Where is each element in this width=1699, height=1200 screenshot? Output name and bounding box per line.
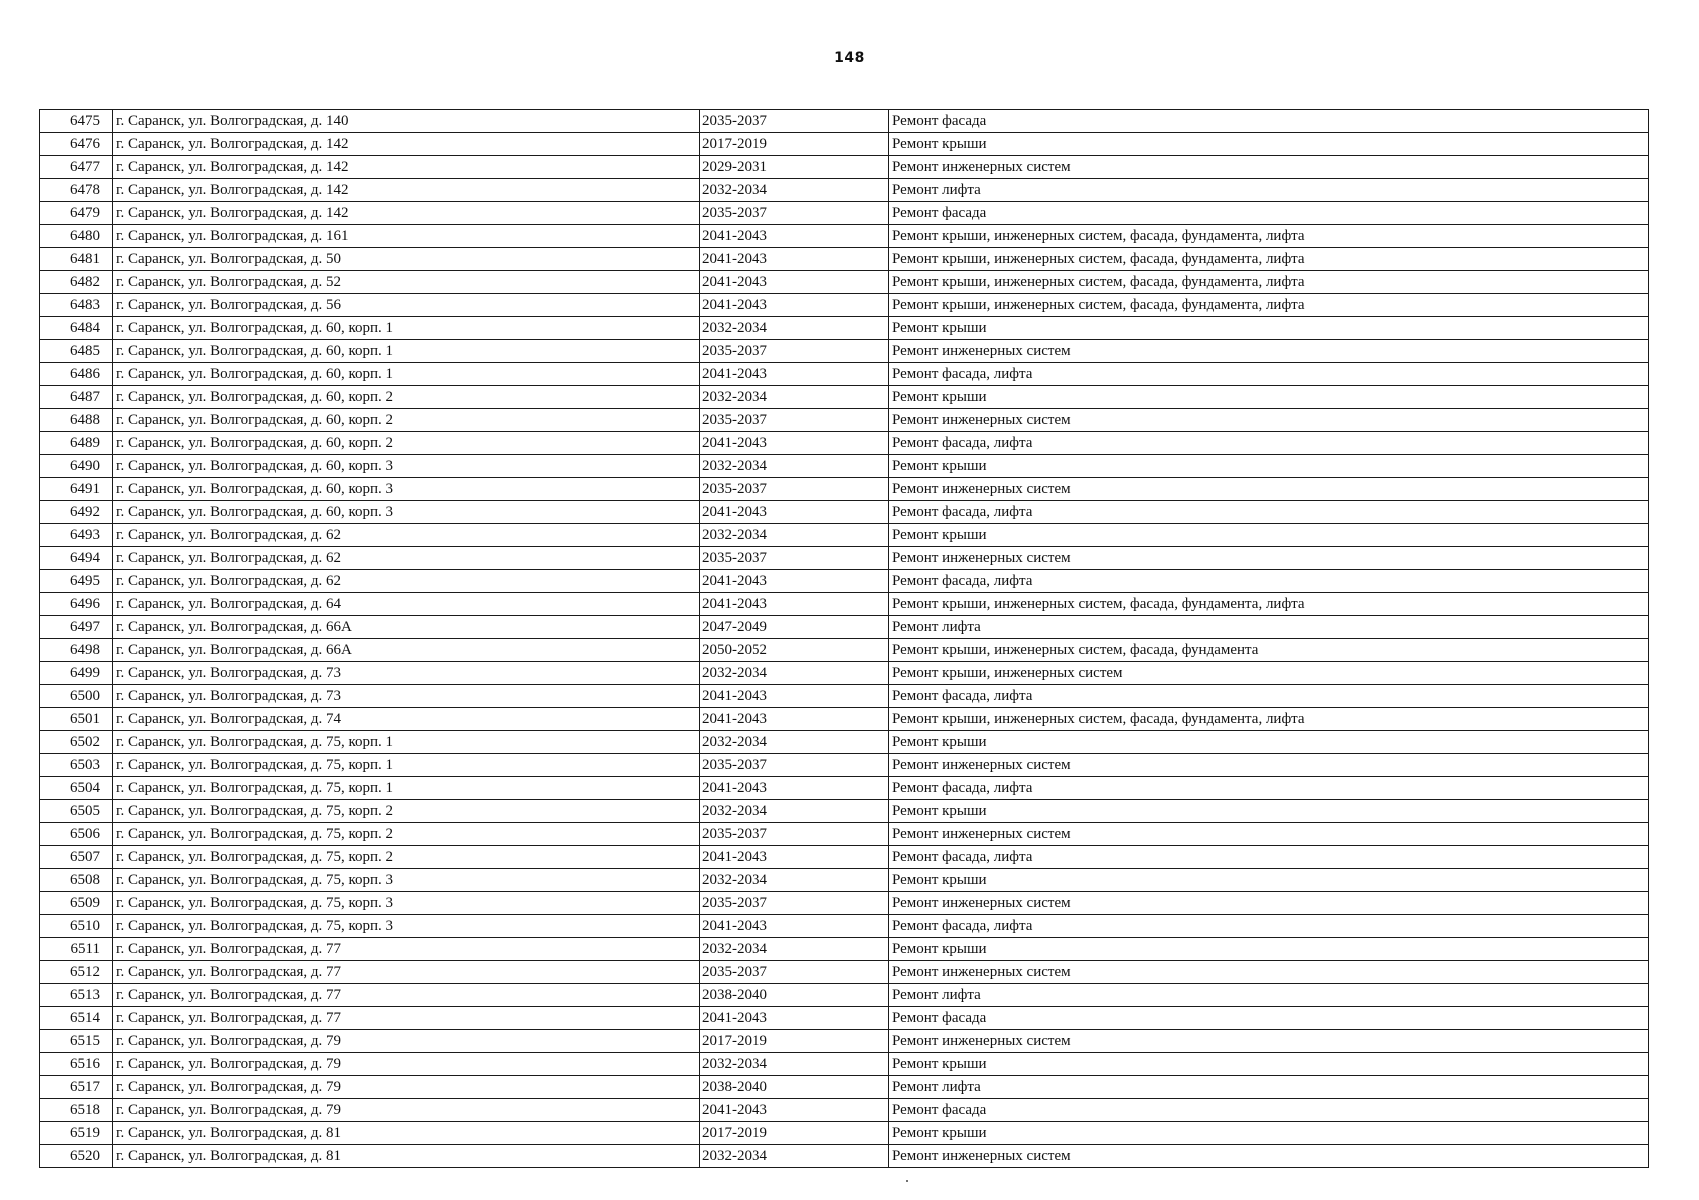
period-cell: 2035-2037	[700, 478, 889, 501]
work-type-cell: Ремонт крыши	[889, 455, 1649, 478]
period-cell: 2032-2034	[700, 662, 889, 685]
address-cell: г. Саранск, ул. Волгоградская, д. 75, корп. 3	[113, 869, 700, 892]
row-number-cell: 6495	[40, 570, 113, 593]
row-number-cell: 6519	[40, 1122, 113, 1145]
table-row	[40, 409, 1649, 432]
row-number-cell: 6477	[40, 156, 113, 179]
table-row	[40, 1076, 1649, 1099]
period-cell: 2032-2034	[700, 731, 889, 754]
address-cell: г. Саранск, ул. Волгоградская, д. 62	[113, 547, 700, 570]
work-type-cell: Ремонт крыши, инженерных систем, фасада, фундамента, лифта	[889, 708, 1649, 731]
period-cell: 2041-2043	[700, 225, 889, 248]
address-cell: г. Саранск, ул. Волгоградская, д. 81	[113, 1145, 700, 1168]
work-type-cell: Ремонт крыши, инженерных систем, фасада, фундамента, лифта	[889, 225, 1649, 248]
table-row	[40, 570, 1649, 593]
work-type-cell: Ремонт крыши	[889, 938, 1649, 961]
table-row	[40, 984, 1649, 1007]
table-row	[40, 478, 1649, 501]
period-cell: 2035-2037	[700, 754, 889, 777]
period-cell: 2041-2043	[700, 915, 889, 938]
address-cell: г. Саранск, ул. Волгоградская, д. 77	[113, 938, 700, 961]
address-cell: г. Саранск, ул. Волгоградская, д. 74	[113, 708, 700, 731]
period-cell: 2032-2034	[700, 317, 889, 340]
table-row	[40, 202, 1649, 225]
row-number-cell: 6510	[40, 915, 113, 938]
period-cell: 2041-2043	[700, 432, 889, 455]
row-number-cell: 6481	[40, 248, 113, 271]
work-type-cell: Ремонт фасада, лифта	[889, 363, 1649, 386]
address-cell: г. Саранск, ул. Волгоградская, д. 140	[113, 110, 700, 133]
period-cell: 2032-2034	[700, 179, 889, 202]
address-cell: г. Саранск, ул. Волгоградская, д. 60, корп. 1	[113, 340, 700, 363]
table-row	[40, 662, 1649, 685]
table-row	[40, 846, 1649, 869]
address-cell: г. Саранск, ул. Волгоградская, д. 161	[113, 225, 700, 248]
row-number-cell: 6505	[40, 800, 113, 823]
work-type-cell: Ремонт крыши	[889, 800, 1649, 823]
address-cell: г. Саранск, ул. Волгоградская, д. 62	[113, 570, 700, 593]
address-cell: г. Саранск, ул. Волгоградская, д. 50	[113, 248, 700, 271]
row-number-cell: 6504	[40, 777, 113, 800]
address-cell: г. Саранск, ул. Волгоградская, д. 75, корп. 1	[113, 731, 700, 754]
address-cell: г. Саранск, ул. Волгоградская, д. 60, корп. 1	[113, 363, 700, 386]
address-cell: г. Саранск, ул. Волгоградская, д. 60, корп. 3	[113, 455, 700, 478]
table-row	[40, 938, 1649, 961]
work-type-cell: Ремонт фасада, лифта	[889, 432, 1649, 455]
work-type-cell: Ремонт фасада	[889, 1007, 1649, 1030]
table-row	[40, 1145, 1649, 1168]
row-number-cell: 6520	[40, 1145, 113, 1168]
address-cell: г. Саранск, ул. Волгоградская, д. 60, корп. 2	[113, 409, 700, 432]
table-row	[40, 432, 1649, 455]
row-number-cell: 6494	[40, 547, 113, 570]
address-cell: г. Саранск, ул. Волгоградская, д. 60, корп. 2	[113, 432, 700, 455]
period-cell: 2017-2019	[700, 1030, 889, 1053]
row-number-cell: 6500	[40, 685, 113, 708]
work-type-cell: Ремонт инженерных систем	[889, 340, 1649, 363]
table-row	[40, 1053, 1649, 1076]
work-type-cell: Ремонт лифта	[889, 984, 1649, 1007]
row-number-cell: 6511	[40, 938, 113, 961]
table-row	[40, 133, 1649, 156]
table-row	[40, 386, 1649, 409]
row-number-cell: 6475	[40, 110, 113, 133]
address-cell: г. Саранск, ул. Волгоградская, д. 66А	[113, 639, 700, 662]
row-number-cell: 6517	[40, 1076, 113, 1099]
work-type-cell: Ремонт лифта	[889, 616, 1649, 639]
address-cell: г. Саранск, ул. Волгоградская, д. 62	[113, 524, 700, 547]
row-number-cell: 6482	[40, 271, 113, 294]
period-cell: 2041-2043	[700, 685, 889, 708]
period-cell: 2035-2037	[700, 340, 889, 363]
work-type-cell: Ремонт крыши, инженерных систем, фасада, фундамента, лифта	[889, 248, 1649, 271]
work-type-cell: Ремонт фасада, лифта	[889, 570, 1649, 593]
address-cell: г. Саранск, ул. Волгоградская, д. 142	[113, 179, 700, 202]
address-cell: г. Саранск, ул. Волгоградская, д. 52	[113, 271, 700, 294]
work-type-cell: Ремонт инженерных систем	[889, 961, 1649, 984]
period-cell: 2032-2034	[700, 1053, 889, 1076]
address-cell: г. Саранск, ул. Волгоградская, д. 81	[113, 1122, 700, 1145]
row-number-cell: 6515	[40, 1030, 113, 1053]
period-cell: 2041-2043	[700, 570, 889, 593]
address-cell: г. Саранск, ул. Волгоградская, д. 73	[113, 685, 700, 708]
table-row	[40, 110, 1649, 133]
table-row	[40, 754, 1649, 777]
table-row	[40, 708, 1649, 731]
table-row	[40, 455, 1649, 478]
table-row	[40, 892, 1649, 915]
work-type-cell: Ремонт инженерных систем	[889, 754, 1649, 777]
period-cell: 2038-2040	[700, 984, 889, 1007]
period-cell: 2032-2034	[700, 800, 889, 823]
work-type-cell: Ремонт инженерных систем	[889, 1145, 1649, 1168]
table-row	[40, 156, 1649, 179]
table-row	[40, 363, 1649, 386]
address-cell: г. Саранск, ул. Волгоградская, д. 75, корп. 2	[113, 800, 700, 823]
period-cell: 2041-2043	[700, 708, 889, 731]
period-cell: 2041-2043	[700, 777, 889, 800]
address-cell: г. Саранск, ул. Волгоградская, д. 75, корп. 1	[113, 777, 700, 800]
scan-speck	[906, 1180, 908, 1182]
address-cell: г. Саранск, ул. Волгоградская, д. 142	[113, 202, 700, 225]
work-type-cell: Ремонт фасада, лифта	[889, 915, 1649, 938]
row-number-cell: 6488	[40, 409, 113, 432]
work-type-cell: Ремонт инженерных систем	[889, 823, 1649, 846]
work-type-cell: Ремонт крыши	[889, 869, 1649, 892]
address-cell: г. Саранск, ул. Волгоградская, д. 79	[113, 1030, 700, 1053]
work-type-cell: Ремонт фасада	[889, 110, 1649, 133]
period-cell: 2035-2037	[700, 547, 889, 570]
table-row	[40, 294, 1649, 317]
work-type-cell: Ремонт крыши	[889, 1053, 1649, 1076]
address-cell: г. Саранск, ул. Волгоградская, д. 64	[113, 593, 700, 616]
row-number-cell: 6483	[40, 294, 113, 317]
period-cell: 2041-2043	[700, 1099, 889, 1122]
row-number-cell: 6506	[40, 823, 113, 846]
table-row	[40, 179, 1649, 202]
period-cell: 2035-2037	[700, 892, 889, 915]
work-type-cell: Ремонт крыши	[889, 731, 1649, 754]
work-type-cell: Ремонт крыши, инженерных систем, фасада, фундамента, лифта	[889, 271, 1649, 294]
period-cell: 2041-2043	[700, 501, 889, 524]
table-row	[40, 639, 1649, 662]
work-type-cell: Ремонт фасада, лифта	[889, 501, 1649, 524]
period-cell: 2032-2034	[700, 869, 889, 892]
table-row	[40, 1007, 1649, 1030]
period-cell: 2017-2019	[700, 1122, 889, 1145]
table-row	[40, 317, 1649, 340]
address-cell: г. Саранск, ул. Волгоградская, д. 79	[113, 1076, 700, 1099]
row-number-cell: 6485	[40, 340, 113, 363]
table-row	[40, 961, 1649, 984]
period-cell: 2035-2037	[700, 202, 889, 225]
work-type-cell: Ремонт инженерных систем	[889, 1030, 1649, 1053]
work-type-cell: Ремонт инженерных систем	[889, 409, 1649, 432]
table-row	[40, 731, 1649, 754]
table-row	[40, 271, 1649, 294]
row-number-cell: 6480	[40, 225, 113, 248]
address-cell: г. Саранск, ул. Волгоградская, д. 77	[113, 961, 700, 984]
work-type-cell: Ремонт крыши, инженерных систем	[889, 662, 1649, 685]
table-row	[40, 547, 1649, 570]
period-cell: 2035-2037	[700, 409, 889, 432]
work-type-cell: Ремонт крыши, инженерных систем, фасада, фундамента, лифта	[889, 593, 1649, 616]
work-type-cell: Ремонт крыши, инженерных систем, фасада, фундамента, лифта	[889, 294, 1649, 317]
table-row	[40, 593, 1649, 616]
period-cell: 2047-2049	[700, 616, 889, 639]
table-row	[40, 524, 1649, 547]
address-cell: г. Саранск, ул. Волгоградская, д. 79	[113, 1099, 700, 1122]
period-cell: 2038-2040	[700, 1076, 889, 1099]
work-type-cell: Ремонт фасада	[889, 202, 1649, 225]
table-row	[40, 340, 1649, 363]
work-type-cell: Ремонт крыши	[889, 317, 1649, 340]
work-type-cell: Ремонт крыши, инженерных систем, фасада, фундамента	[889, 639, 1649, 662]
work-type-cell: Ремонт инженерных систем	[889, 892, 1649, 915]
row-number-cell: 6501	[40, 708, 113, 731]
period-cell: 2035-2037	[700, 961, 889, 984]
address-cell: г. Саранск, ул. Волгоградская, д. 60, корп. 3	[113, 478, 700, 501]
period-cell: 2032-2034	[700, 524, 889, 547]
table-row	[40, 800, 1649, 823]
table-row	[40, 616, 1649, 639]
address-cell: г. Саранск, ул. Волгоградская, д. 77	[113, 984, 700, 1007]
row-number-cell: 6499	[40, 662, 113, 685]
period-cell: 2041-2043	[700, 248, 889, 271]
table-row	[40, 915, 1649, 938]
address-cell: г. Саранск, ул. Волгоградская, д. 142	[113, 133, 700, 156]
work-type-cell: Ремонт инженерных систем	[889, 478, 1649, 501]
table-row	[40, 248, 1649, 271]
work-type-cell: Ремонт фасада, лифта	[889, 685, 1649, 708]
row-number-cell: 6498	[40, 639, 113, 662]
work-type-cell: Ремонт фасада, лифта	[889, 846, 1649, 869]
work-type-cell: Ремонт инженерных систем	[889, 547, 1649, 570]
address-cell: г. Саранск, ул. Волгоградская, д. 75, корп. 3	[113, 892, 700, 915]
table-row	[40, 869, 1649, 892]
work-type-cell: Ремонт крыши	[889, 524, 1649, 547]
row-number-cell: 6512	[40, 961, 113, 984]
period-cell: 2035-2037	[700, 823, 889, 846]
repair-schedule-table	[39, 109, 1649, 1168]
row-number-cell: 6479	[40, 202, 113, 225]
row-number-cell: 6502	[40, 731, 113, 754]
row-number-cell: 6518	[40, 1099, 113, 1122]
period-cell: 2035-2037	[700, 110, 889, 133]
address-cell: г. Саранск, ул. Волгоградская, д. 75, корп. 2	[113, 823, 700, 846]
address-cell: г. Саранск, ул. Волгоградская, д. 75, корп. 3	[113, 915, 700, 938]
table-row	[40, 1030, 1649, 1053]
address-cell: г. Саранск, ул. Волгоградская, д. 66А	[113, 616, 700, 639]
row-number-cell: 6478	[40, 179, 113, 202]
address-cell: г. Саранск, ул. Волгоградская, д. 60, корп. 2	[113, 386, 700, 409]
period-cell: 2032-2034	[700, 938, 889, 961]
row-number-cell: 6497	[40, 616, 113, 639]
work-type-cell: Ремонт крыши	[889, 133, 1649, 156]
row-number-cell: 6507	[40, 846, 113, 869]
address-cell: г. Саранск, ул. Волгоградская, д. 75, корп. 1	[113, 754, 700, 777]
row-number-cell: 6514	[40, 1007, 113, 1030]
work-type-cell: Ремонт лифта	[889, 1076, 1649, 1099]
address-cell: г. Саранск, ул. Волгоградская, д. 60, корп. 1	[113, 317, 700, 340]
address-cell: г. Саранск, ул. Волгоградская, д. 56	[113, 294, 700, 317]
table-row	[40, 1099, 1649, 1122]
table-row	[40, 501, 1649, 524]
period-cell: 2050-2052	[700, 639, 889, 662]
period-cell: 2017-2019	[700, 133, 889, 156]
table-row	[40, 777, 1649, 800]
period-cell: 2041-2043	[700, 271, 889, 294]
row-number-cell: 6489	[40, 432, 113, 455]
table-row	[40, 685, 1649, 708]
row-number-cell: 6509	[40, 892, 113, 915]
period-cell: 2041-2043	[700, 1007, 889, 1030]
work-type-cell: Ремонт крыши	[889, 386, 1649, 409]
period-cell: 2041-2043	[700, 846, 889, 869]
row-number-cell: 6487	[40, 386, 113, 409]
row-number-cell: 6476	[40, 133, 113, 156]
address-cell: г. Саранск, ул. Волгоградская, д. 77	[113, 1007, 700, 1030]
period-cell: 2029-2031	[700, 156, 889, 179]
address-cell: г. Саранск, ул. Волгоградская, д. 79	[113, 1053, 700, 1076]
work-type-cell: Ремонт лифта	[889, 179, 1649, 202]
period-cell: 2032-2034	[700, 455, 889, 478]
address-cell: г. Саранск, ул. Волгоградская, д. 73	[113, 662, 700, 685]
table-row	[40, 225, 1649, 248]
period-cell: 2041-2043	[700, 593, 889, 616]
row-number-cell: 6516	[40, 1053, 113, 1076]
row-number-cell: 6493	[40, 524, 113, 547]
period-cell: 2032-2034	[700, 1145, 889, 1168]
row-number-cell: 6513	[40, 984, 113, 1007]
row-number-cell: 6503	[40, 754, 113, 777]
work-type-cell: Ремонт фасада, лифта	[889, 777, 1649, 800]
address-cell: г. Саранск, ул. Волгоградская, д. 142	[113, 156, 700, 179]
table-row	[40, 1122, 1649, 1145]
address-cell: г. Саранск, ул. Волгоградская, д. 75, корп. 2	[113, 846, 700, 869]
row-number-cell: 6491	[40, 478, 113, 501]
work-type-cell: Ремонт крыши	[889, 1122, 1649, 1145]
table-body	[40, 110, 1649, 1168]
row-number-cell: 6484	[40, 317, 113, 340]
period-cell: 2041-2043	[700, 294, 889, 317]
period-cell: 2041-2043	[700, 363, 889, 386]
page-number: 148	[834, 50, 865, 66]
work-type-cell: Ремонт инженерных систем	[889, 156, 1649, 179]
row-number-cell: 6492	[40, 501, 113, 524]
table-row	[40, 823, 1649, 846]
work-type-cell: Ремонт фасада	[889, 1099, 1649, 1122]
row-number-cell: 6486	[40, 363, 113, 386]
row-number-cell: 6490	[40, 455, 113, 478]
period-cell: 2032-2034	[700, 386, 889, 409]
row-number-cell: 6508	[40, 869, 113, 892]
row-number-cell: 6496	[40, 593, 113, 616]
address-cell: г. Саранск, ул. Волгоградская, д. 60, корп. 3	[113, 501, 700, 524]
